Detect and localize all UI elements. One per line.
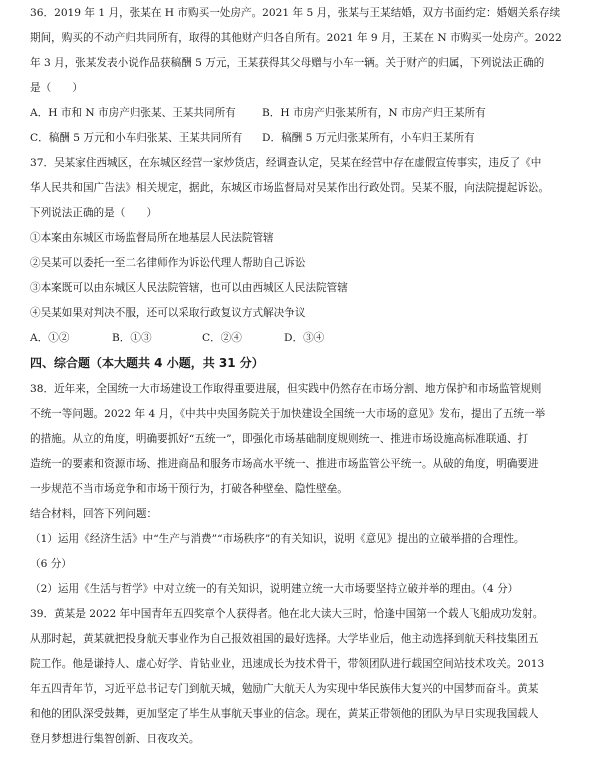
q37-statement-4: ④吴某如果对判决不服，还可以采取行政复议方式解决争议 [30, 307, 306, 319]
q39-line-6: 登月梦想进行集智创新、日夜攻关。 [30, 733, 200, 745]
q36-line-4: 是（ ） [30, 82, 83, 94]
q37-line-3: 下列说法正确的是（ ） [30, 207, 158, 219]
q36-option-row-1 [30, 106, 486, 120]
q38-line-1: 38．近年来，全国统一大市场建设工作取得重要进展，但实践中仍然存在市场分割、地方保护和市场监管规则 [30, 383, 542, 395]
q36-option-row-2 [30, 131, 475, 145]
q38-line-5: 一步规范不当市场竞争和市场干预行为，打破各种壁垒、隐性壁垒。 [30, 483, 348, 495]
q39-line-4: 年五四青年节，习近平总书记专门到航天城，勉励广大航天人为实现中华民族伟大复兴的中国梦而奋斗。黄某 [30, 683, 539, 695]
q36-option-b: B．H 市房产归张某所有，N 市房产归王某所有 [262, 107, 486, 119]
q39-line-1: 39．黄某是 2022 年中国青年五四奖章个人获得者。他在北大读大三时，恰逢中国第一个载人飞船成功发射。 [30, 608, 544, 620]
q37-option-c: C．②④ [202, 332, 242, 344]
q38-instruction: 结合材料，回答下列问题： [30, 508, 158, 520]
q36-option-a: A．H 市和 N 市房产归张某、王某共同所有 [30, 107, 236, 119]
q39-line-5: 和他的团队深受鼓舞，更加坚定了毕生从事航天事业的信念。现在，黄某正带领他的团队为早日实现我国载人 [30, 708, 539, 720]
q36-option-d: D．稿酬 5 万元归张某所有，小车归王某所有 [262, 132, 475, 144]
q38-subquestion-1: （1）运用《经济生活》中“生产与消费”“市场秩序”的有关知识，说明《意见》提出的立破举措的合理性。 [30, 533, 525, 545]
q38-subquestion-2: （2）运用《生活与哲学》中对立统一的有关知识，说明建立统一大市场要坚持立破并举的理由。（4 分） [30, 583, 519, 595]
q37-option-d: D．③④ [284, 332, 325, 344]
q36-option-c: C．稿酬 5 万元和小车归张某、王某共同所有 [30, 132, 243, 144]
q37-statement-1: ①本案由东城区市场监督局所在地基层人民法院管辖 [30, 232, 274, 244]
q39-line-3: 院工作。他是谦持人、虚心好学、肯钻业业，迅速成长为技术骨干，带领团队进行载国空间站技术攻关。2013 [30, 658, 545, 670]
q37-statement-2: ②吴某可以委托一至二名律师作为诉讼代理人帮助自己诉讼 [30, 257, 306, 269]
q36-line-1: 36．2019 年 1 月，张某在 H 市购买一处房产。2021 年 5 月，张某与王某结婚，双方书面约定：婚姻关系存续 [30, 7, 561, 19]
q37-line-1: 37．吴某家住西城区，在东城区经营一家炒货店，经调查认定，吴某在经营中存在虚假宣传事实，违反了《中 [30, 157, 542, 169]
q38-line-3: 的措施。从立的角度，明确要抓好“五统一”，即强化市场基础制度规则统一、推进市场设施高标准联通、打 [30, 433, 529, 445]
q37-option-row [30, 331, 324, 345]
q38-subquestion-1-score: （6 分） [30, 558, 72, 570]
q37-statement-3: ③本案既可以由东城区人民法院管辖，也可以由西城区人民法院管辖 [30, 282, 348, 294]
q36-line-3: 年 3 月，张某发表小说作品获稿酬 5 万元，王某获得其父母赠与小车一辆。关于财产的归属，下列说法正确的 [30, 57, 545, 69]
q37-line-2: 华人民共和国广告法》相关规定，据此，东城区市场监督局对吴某作出行政处罚。吴某不服，向法院提起诉讼。 [30, 182, 550, 194]
section-heading: 四、综合题（本大题共 4 小题，共 31 分） [30, 356, 264, 370]
q37-option-b: B．①③ [112, 332, 152, 344]
q37-option-a: A．①② [30, 332, 70, 344]
q36-line-2: 期间，购买的不动产归共同所有，取得的其他财产归各自所有。2021 年 9 月，王某在 N 市购买一处房产。2022 [30, 32, 562, 44]
q39-line-2: 从那时起，黄某就把投身航天事业作为自己报效祖国的最好选择。大学毕业后，他主动选择到航天科技集团五 [30, 633, 539, 645]
q38-line-4: 造统一的要素和资源市场、推进商品和服务市场高水平统一、推进市场监管公平统一。从破的角度，明确要进 [30, 458, 539, 470]
q38-line-2: 不统一等问题。2022 年 4 月，《中共中央国务院关于加快建设全国统一大市场的意见》发布，提出了五统一举 [30, 408, 546, 420]
